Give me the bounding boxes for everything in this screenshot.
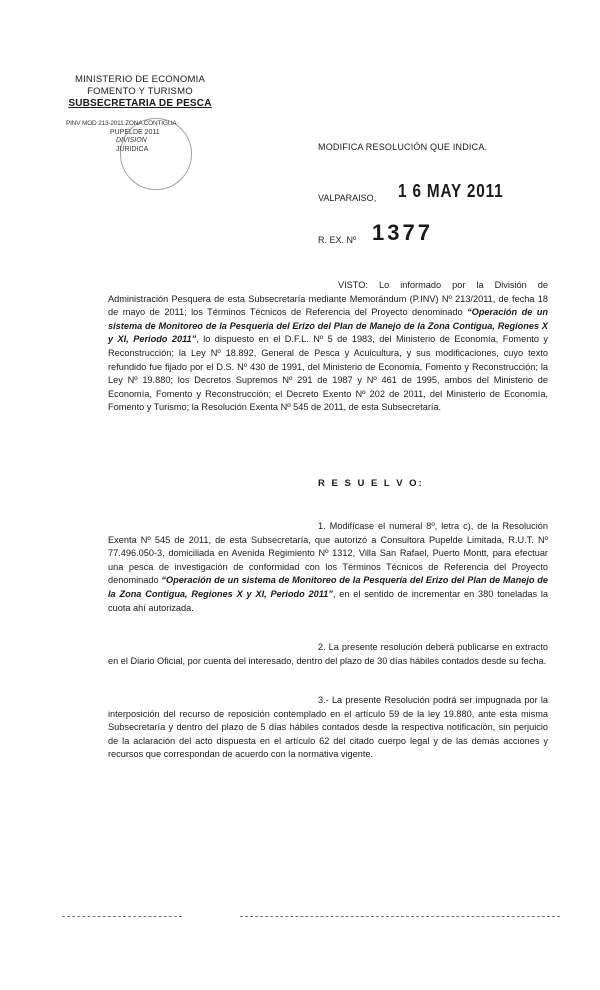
- document-title: MODIFICA RESOLUCIÓN QUE INDICA.: [318, 142, 488, 152]
- footer-divider-right: [240, 916, 560, 917]
- ministry-header: [60, 74, 220, 110]
- footer-divider-left: [62, 916, 182, 917]
- resolution-label: R. EX. Nº: [318, 235, 357, 245]
- item-number: 2.: [318, 642, 326, 652]
- stamp-reference: PINV MOD 213-2011 ZONA CONTIGUA: [66, 120, 177, 127]
- stamp-division: DIVISION: [116, 137, 147, 144]
- date-stamp: 1 6 MAY 2011: [398, 181, 504, 201]
- item-number: 1.: [318, 521, 326, 531]
- stamp-project: PUPELDE 2011: [110, 128, 160, 136]
- resolution-item-1: 1. Modifícase el numeral 8º, letra c), de la Resolución Exenta Nº 545 de 2011, de esta Subsecretaría, que autorizó a Consultora Pupelde Limitada, R.U.T. Nº 77.496.050-3, domiciliada en Avenida Regimiento Nº 1312, Villa San Rafael, Puerto Montt, para efectuar una pesca de investigación de conformidad con los Términos Técnicos de Referencia del Proyecto denominado “Operación de un sistema de Monitoreo de la Pesquería del Erizo del Plan de Manejo de la Zona Contigua, Regiones X y XI, Periodo 2011”, en el sentido de incrementar en 380 toneladas la cuota ahí autorizada.: [108, 521, 549, 613]
- visto-paragraph: VISTO: Lo informado por la División de Administración Pesquera de esta Subsecretaría mediante Memorándum (P.INV) Nº 213/2011, de fecha 18 de mayo de 2011; los Términos Técnicos de Referencia del Proyecto denominado “Operación de un sistema de Monitoreo de la Pesquería del Erizo del Plan de Manejo de la Zona Contigua, Regiones X y XI, Periodo 2011”, lo dispuesto en el D.F.L. Nº 5 de 1983, del Ministerio de Economía, Fomento y Reconstrucción; la Ley Nº 18.892, General de Pesca y Acuicultura, y sus modificaciones, cuyo texto refundido fue fijado por el D.S. Nº 430 de 1991, del Ministerio de Economía, Fomento y Reconstrucción; la Ley Nº 19.880; los Decretos Supremos Nº 291 de 1987 y Nº 461 de 1995, ambos del Ministerio de Economía, Fomento y Reconstrucción; el Decreto Exento Nº 202 de 2011, del Ministerio de Economía, Fomento y Turismo; la Resolución Exenta Nº 545 de 2011, de esta Subsecretaría.: [108, 280, 548, 413]
- division-stamp: [66, 120, 176, 154]
- resolution-item-2: 2. La presente resolución deberá publicarse en extracto en el Diario Oficial, por cuenta del interesado, dentro del plazo de 30 días hábiles contados desde su fecha.: [108, 642, 548, 666]
- place-label: VALPARAISO,: [318, 193, 377, 203]
- subsecretaria-title: SUBSECRETARIA DE PESCA: [68, 98, 212, 109]
- item-number: 3.-: [318, 695, 329, 705]
- visto-project-name: “Operación de un sistema de Monitoreo de la Pesquería del Erizo del Plan de Manejo de la Zona Contigua, Regiones X y XI, Periodo 2011”: [108, 307, 548, 345]
- visto-lead: VISTO:: [338, 280, 368, 290]
- ministry-line1: MINISTERIO DE ECONOMIA: [74, 74, 206, 85]
- stamp-juridica: JURIDICA: [116, 145, 149, 153]
- resolution-number: 1377: [372, 220, 433, 245]
- item-project-name: “Operación de un sistema de Monitoreo de la Pesquería del Erizo del Plan de Manejo de la Zona Contigua, Regiones X y XI, Periodo 2011”: [108, 575, 548, 599]
- resolution-item-3: 3.- La presente Resolución podrá ser impugnada por la interposición del recurso de reposición contemplado en el artículo 59 de la ley 19.880, ante esta misma Subsecretaría y dentro del plazo de 5 días hábiles contados desde la respectiva notificación, sin perjuicio de la aclaración del acto dispuesta en el artículo 62 del citado cuerpo legal y de las demás acciones y recursos que correspondan de acuerdo con la normativa vigente.: [108, 695, 548, 760]
- ministry-line2: FOMENTO Y TURISMO: [87, 86, 193, 97]
- resuelvo-heading: R E S U E L V O:: [318, 478, 424, 489]
